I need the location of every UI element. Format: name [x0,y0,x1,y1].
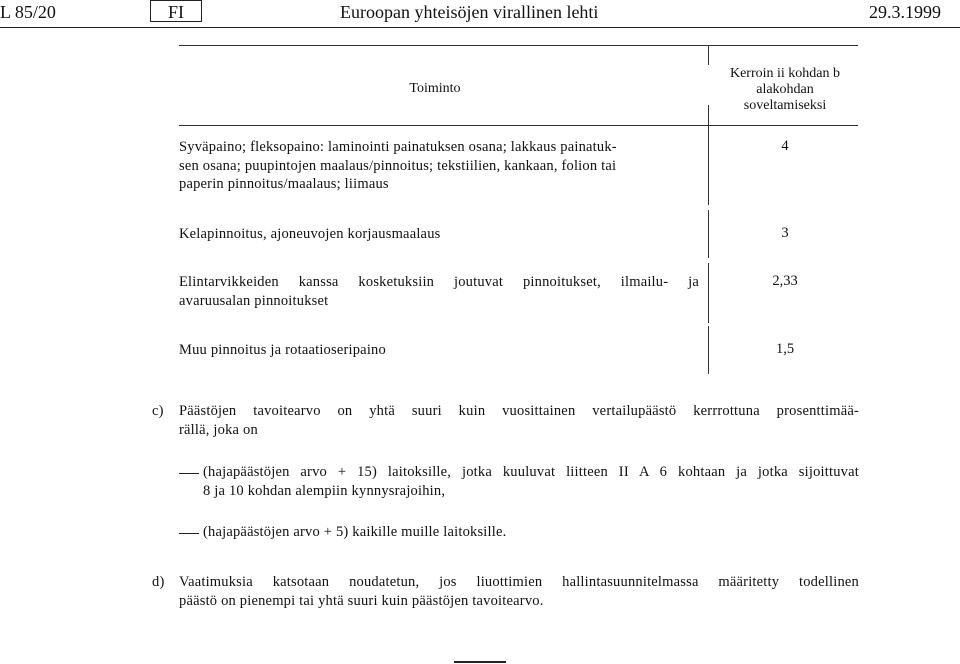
column-header-factor-line: Kerroin ii kohdan b [729,66,841,81]
para-text-line: Vaatimuksia katsotaan noudatetun, jos liuottimien hallintasuunnitelmassa määritetty todellinen [179,574,859,590]
para-c-label: c) [152,403,164,419]
column-header-factor-line: soveltamiseksi [743,98,827,113]
para-c-text [179,402,859,439]
bullet-dash [179,533,199,534]
table-row-activity [179,341,699,360]
row-text-line: Syväpaino; fleksopaino: laminointi painatuksen osana; lakkaus painatuk- [179,139,617,155]
col-divider-top [708,45,709,65]
col-divider-1 [708,105,709,205]
journal-title: Euroopan yhteisöjen virallinen lehti [340,2,599,22]
para-d-text [179,573,859,610]
table-row-factor: 1,5 [775,341,795,357]
col-divider-2 [708,210,709,258]
row-text-line: avaruusalan pinnoitukset [179,292,329,309]
table-row-activity [179,225,699,244]
bullet-text-line: (hajapäästöjen arvo + 15) laitoksille, jotka kuuluvat liitteen II A 6 kohtaan ja jotka sijoittuvat [203,464,859,480]
table-row-factor: 4 [781,138,789,154]
col-divider-4 [708,326,709,374]
bullet-text-line: (hajapäästöjen arvo + 5) kaikille muille laitoksille. [203,524,507,540]
para-text-line: päästö on pienempi tai yhtä suuri kuin päästöjen tavoitearvo. [179,592,544,609]
para-text-line: rällä, joka on [179,421,258,438]
row-text-line: Muu pinnoitus ja rotaatioseripaino [179,342,386,358]
footer-rule [454,661,506,663]
row-text-line: Elintarvikkeiden kanssa kosketuksiin joutuvat pinnoitukset, ilmailu- ja [179,274,699,290]
publication-date: 29.3.1999 [869,2,941,22]
table-header-rule [179,125,858,126]
table-row-factor: 2,33 [772,273,798,289]
column-header-factor [712,66,858,114]
table-row-activity [179,138,699,194]
bullet-item [203,523,859,542]
row-text-line: Kelapinnoitus, ajoneuvojen korjausmaalaus [179,226,441,242]
column-header-factor-line: alakohdan [756,82,814,97]
table-row-activity [179,273,699,310]
row-text-line: paperin pinnoitus/maalaus; liimaus [179,176,389,192]
para-text-line: Päästöjen tavoitearvo on yhtä suuri kuin vuosittainen vertailupäästö kerrrottuna prosenttimää- [179,403,859,419]
table-top-rule [179,45,858,46]
column-header-activity: Toiminto [409,81,461,96]
bullet-dash [179,473,199,474]
para-d-label: d) [152,574,165,590]
col-divider-3 [708,263,709,323]
row-text-line: sen osana; puupintojen maalaus/pinnoitus; tekstiilien, kankaan, folion tai [179,157,617,174]
page-reference: L 85/20 [0,2,56,22]
bullet-item [203,463,859,500]
language-code-box: FI [150,0,202,22]
table-row-factor: 3 [781,225,789,241]
bullet-text-line: 8 ja 10 kohdan alempiin kynnysrajoihin, [203,482,446,499]
header-rule [0,27,960,28]
